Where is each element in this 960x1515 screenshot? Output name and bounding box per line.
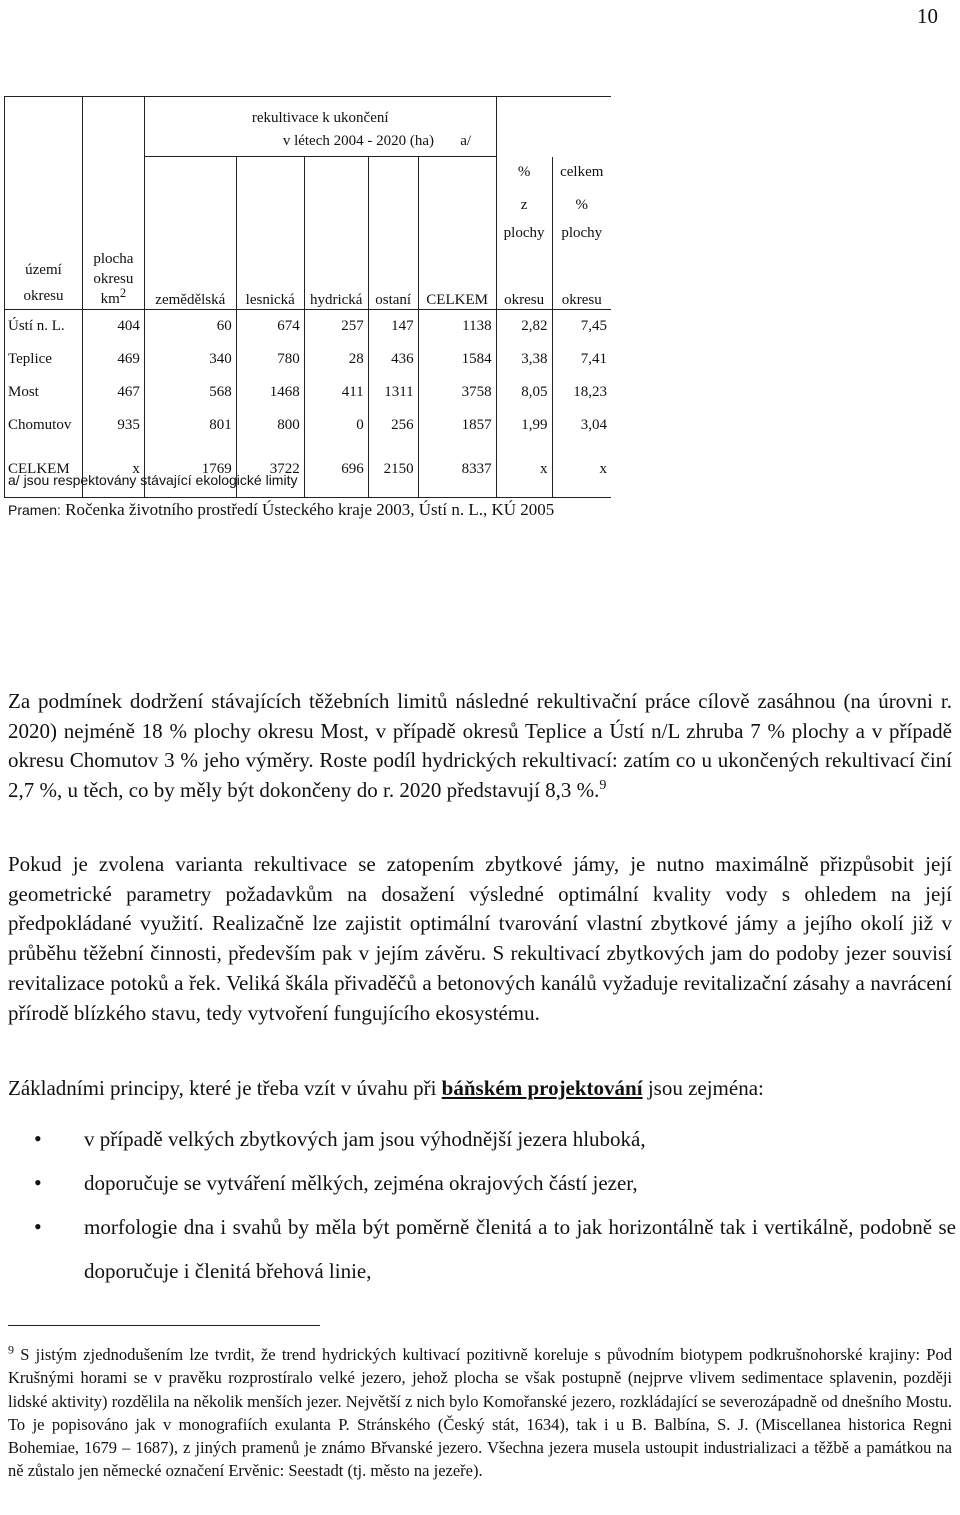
cell-forest: 800 bbox=[236, 409, 304, 442]
cell-pct_total: x bbox=[552, 442, 611, 497]
table-body bbox=[5, 309, 612, 497]
bullet-icon: • bbox=[34, 1126, 42, 1151]
header-pct-okresu: okresu bbox=[496, 249, 552, 310]
cell-agri: 801 bbox=[144, 409, 236, 442]
header-agricultural: zemědělská bbox=[144, 249, 236, 310]
cell-other: 256 bbox=[368, 409, 418, 442]
header-territory: území okresu bbox=[5, 249, 83, 310]
header-total-1: celkem bbox=[560, 164, 604, 180]
cell-forest: 780 bbox=[236, 343, 304, 376]
bullet-text: morfologie dna i svahů by měla být poměrně členitá a to jak horizontálně tak i vertikálně, podobně se doporučuje i členitá břehová linie, bbox=[84, 1215, 956, 1283]
cell-area: 467 bbox=[82, 376, 144, 409]
header-pct-of-area: z plochy bbox=[496, 189, 552, 249]
table-row bbox=[5, 309, 612, 343]
cell-pct: 1,99 bbox=[496, 409, 552, 442]
cell-forest: 674 bbox=[236, 309, 304, 343]
paragraph-3: Základními principy, které je třeba vzít v úvahu při báňském projektování jsou zejména: bbox=[8, 1076, 764, 1100]
cell-pct_total: 7,41 bbox=[580, 351, 607, 367]
cell-total: 1857 bbox=[418, 409, 496, 442]
cell-hydro: 411 bbox=[304, 376, 368, 409]
cell-total: 1584 bbox=[418, 343, 496, 376]
cell-pct_total: 3,04 bbox=[580, 417, 607, 433]
row-territory: CELKEM bbox=[5, 442, 83, 497]
cell-pct: 2,82 bbox=[496, 309, 552, 343]
cell-agri: 60 bbox=[144, 309, 236, 343]
footnote-ref: 9 bbox=[599, 778, 607, 794]
page-number: 10 bbox=[917, 4, 938, 28]
footnote: $^9$ S jistým zjednodušením lze tvrdit, že trend hydrických kultivací pozitivně koreluje s původním biotypem podkrušnohorské krajiny: Pod Krušnými horami se v pravěku rozprostíralo velké jezero, jehož plocha se však postupně (nejprve vlivem sedimentace splavenin, později lidské aktivity) rozdělila na několik menších jezer. Největší z nich bylo Komořanské jezero, rozkládající se severozápadně od dnešního Mostu. To je popisováno jak v monografiích exulanta P. Stránského (Český stát, 1634), tak i u B. Balbína, S. J. (Miscellanea historica Regni Bohemiae, 1679 – 1687), z jiných pramenů je známo Břvanské jezero. Všechna jezera musela ustoupit industrializaci a těžbě a památkou na ně zůstalo jen německé označení Ervěnic: Seestadt (tj. město na jezeře). bbox=[8, 1342, 952, 1481]
cell-area: 469 bbox=[82, 343, 144, 376]
header-hydric: hydrická bbox=[304, 249, 368, 310]
cell-area: 404 bbox=[82, 309, 144, 343]
cell-pct: 3,38 bbox=[496, 343, 552, 376]
header-total-pct: % plochy bbox=[561, 196, 603, 241]
cell-agri: 340 bbox=[144, 343, 236, 376]
cell-total: 3758 bbox=[418, 376, 496, 409]
bullet-icon: • bbox=[34, 1214, 42, 1239]
cell-total: 1138 bbox=[418, 309, 496, 343]
paragraph-1: Za podmínek dodržení stávajících těžebních limitů následné rekultivační práce cílově zasáhnou (na úrovni r. 2020) nejméně 18 % plochy okresu Most, v případě okresů Teplice a Ústí n/L zhruba 7 % plochy a v případě okresu Chomutov 3 % jeho výměry. Roste podíl hydrických rekultivací: zatím co u ukončených rekultivací činí 2,7 %, u těch, co by měly být dokončeny do r. 2020 představují 8,3 %.$^9$ bbox=[8, 689, 952, 803]
table-row bbox=[5, 343, 612, 376]
table-row bbox=[5, 442, 612, 497]
table-source: Pramen: Ročenka životního prostředí Ústeckého kraje 2003, Ústí n. L., KÚ 2005 bbox=[8, 500, 555, 519]
footnote-rule bbox=[8, 1325, 320, 1326]
header-total: CELKEM bbox=[418, 249, 496, 310]
row-territory: Teplice bbox=[5, 343, 83, 376]
table-row bbox=[5, 376, 612, 409]
paragraph-2: Pokud je zvolena varianta rekultivace se zatopením zbytkové jámy, je nutno maximálně přizpůsobit její geometrické parametry požadavkům na dosažení výsledné optimální kvality vody s ohledem na její předpokládané využití. Realizačně lze zajistit optimální tvarování vlastní zbytkové jámy a jejího okolí již v průběhu těžební činnosti, především pak v jejím závěru. S rekultivací zbytkových jam do podoby jezer souvisí revitalizace potoků a řek. Veliká škála přivaděčů a betonových kanálů vyžaduje revitalizační zásahy a navrácení přírodě blízkého stavu, tedy vytvoření fungujícího ekosystému. bbox=[8, 852, 952, 1025]
cell-other: 436 bbox=[368, 343, 418, 376]
cell-other: 1311 bbox=[368, 376, 418, 409]
table-group-subheader: v létech 2004 - 2020 (ha) a/ bbox=[144, 127, 496, 157]
bullet-icon: • bbox=[34, 1170, 42, 1195]
row-territory: Ústí n. L. bbox=[5, 309, 83, 343]
row-territory: Chomutov bbox=[5, 409, 83, 442]
cell-total: 8337 bbox=[418, 442, 496, 497]
row-territory: Most bbox=[5, 376, 83, 409]
header-other: ostaní bbox=[368, 249, 418, 310]
table-group-header: rekultivace k ukončení bbox=[144, 97, 496, 127]
cell-pct: 8,05 bbox=[496, 376, 552, 409]
cell-pct: x bbox=[496, 442, 552, 497]
table-note: a/ jsou respektovány stávající ekologické limity bbox=[8, 472, 298, 488]
cell-pct_total: 18,23 bbox=[573, 384, 607, 400]
bullet-text: v případě velkých zbytkových jam jsou výhodnější jezera hluboká, bbox=[84, 1127, 646, 1151]
cell-forest: 1468 bbox=[236, 376, 304, 409]
cell-hydro: 28 bbox=[304, 343, 368, 376]
cell-hydro: 0 bbox=[304, 409, 368, 442]
bullet-text: doporučuje se vytváření mělkých, zejména okrajových částí jezer, bbox=[84, 1171, 638, 1195]
header-area: plocha okresu $km^2$ bbox=[82, 249, 144, 310]
cell-other: 147 bbox=[368, 309, 418, 343]
reclamation-table bbox=[4, 96, 611, 498]
cell-agri: 568 bbox=[144, 376, 236, 409]
cell-other: 2150 bbox=[368, 442, 418, 497]
cell-hydro: 257 bbox=[304, 309, 368, 343]
header-total-okresu: okresu bbox=[561, 291, 602, 308]
cell-area: x bbox=[82, 442, 144, 497]
header-pct-1: % bbox=[496, 157, 552, 189]
cell-agri: 1769 bbox=[144, 442, 236, 497]
table-row bbox=[5, 409, 612, 442]
cell-pct_total: 7,45 bbox=[580, 317, 607, 334]
cell-hydro: 696 bbox=[304, 442, 368, 497]
header-forest: lesnická bbox=[236, 249, 304, 310]
cell-forest: 3722 bbox=[236, 442, 304, 497]
cell-area: 935 bbox=[82, 409, 144, 442]
